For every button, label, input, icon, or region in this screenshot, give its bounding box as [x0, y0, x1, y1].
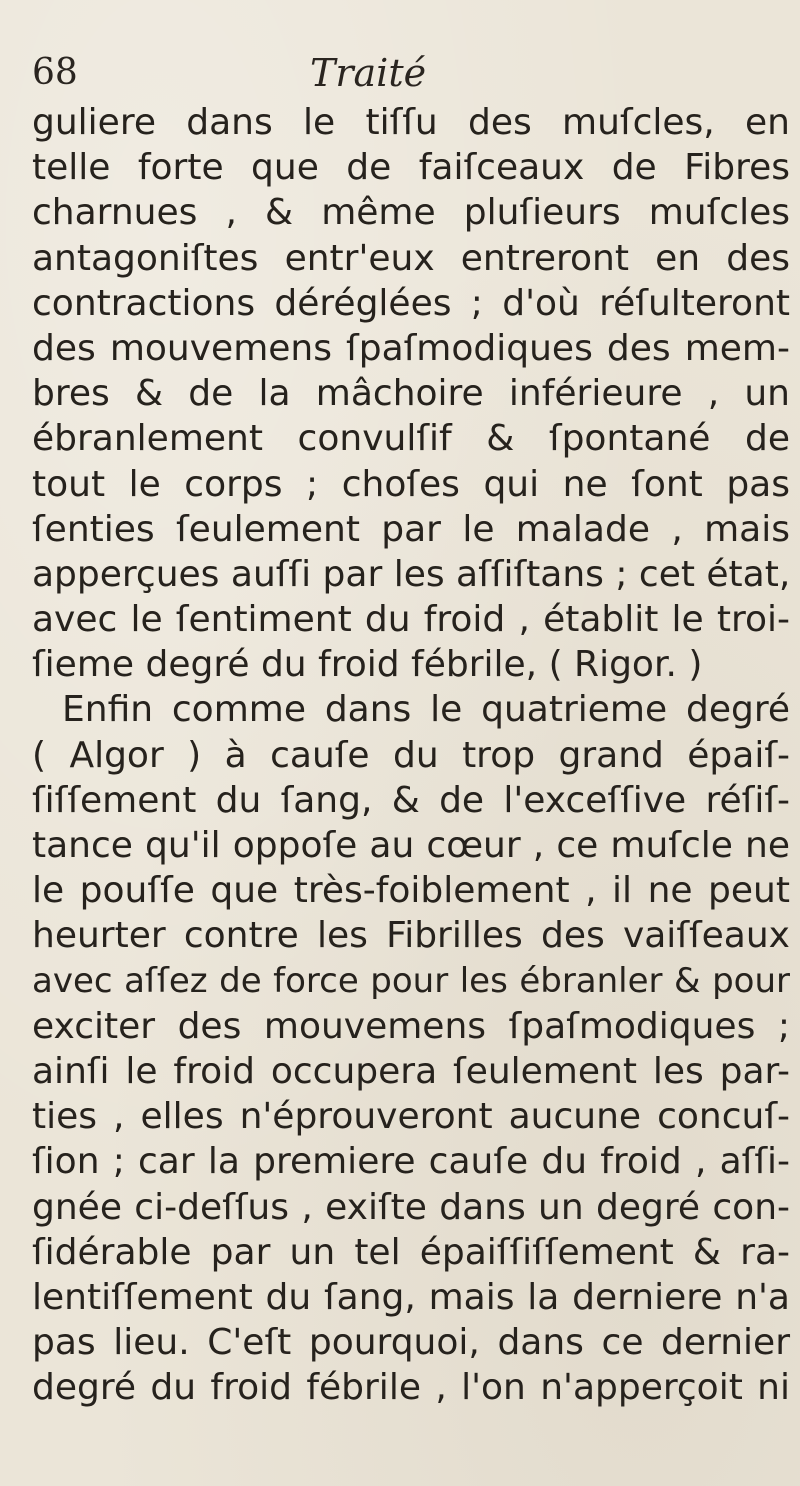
text-line: bres & de la mâchoire inférieure , un [32, 373, 790, 415]
text-line: charnues , & même pluſieurs muſcles [32, 192, 790, 234]
text-line: telle forte que de faiſceaux de Fibres [32, 147, 790, 189]
text-line: antagoniſtes entr'eux entreront en des [32, 237, 790, 279]
text-line: tance qu'il oppoſe au cœur , ce muſcle ne [32, 825, 790, 866]
text-line: exciter des mouvemens ſpaſmodiques ; [32, 1005, 790, 1047]
page-header [32, 48, 772, 98]
text-line: ainſi le froid occupera ſeulement les par- [32, 1050, 790, 1092]
text-line: lentiſſement du ſang, mais la derniere n'a [32, 1276, 790, 1318]
text-line: ſiſſement du ſang, & de l'exceſſive réſiſ- [32, 779, 790, 821]
text-line: pas lieu. C'eſt pourquoi, dans ce dernier [32, 1322, 790, 1364]
text-line: ties , elles n'éprouveront aucune concuſ- [32, 1096, 790, 1138]
text-line: ( Algor ) à cauſe du trop grand épaiſ- [32, 734, 790, 776]
text-line: tout le corps ; choſes qui ne ſont pas [32, 463, 790, 505]
text-line: ébranlement convulſif & ſpontané de [32, 418, 790, 460]
text-line: ſidérable par un tel épaiſſiſſement & ra- [32, 1231, 790, 1273]
text-line: avec le ſentiment du froid , établit le troi- [32, 599, 790, 641]
paragraph-start-line: Enfin comme dans le quatrieme degré [62, 689, 790, 731]
text-line: avec aſſez de force pour les ébranler & pour [32, 960, 790, 1001]
text-line: gnée ci-deſſus , exiſte dans un degré con- [32, 1186, 790, 1228]
text-line: ſenties ſeulement par le malade , mais [32, 508, 790, 550]
text-line: apperçues auſſi par les aſſiſtans ; cet état, [32, 553, 791, 595]
text-line: guliere dans le tiſſu des muſcles, en [32, 102, 790, 143]
body-text [32, 100, 790, 1410]
text-line: ſieme degré du froid fébrile, ( Rigor. ) [32, 644, 703, 686]
text-line: degré du froid fébrile , l'on n'apperçoit ni [32, 1367, 790, 1409]
text-line: des mouvemens ſpaſmodiques des mem- [32, 327, 790, 369]
running-head: Traité [310, 51, 427, 95]
text-line: heurter contre les Fibrilles des vaiſſeaux [32, 915, 790, 957]
text-line: ſion ; car la premiere cauſe du froid , aſſi- [32, 1141, 790, 1183]
text-line: le pouſſe que très-foiblement , il ne peut [32, 870, 790, 912]
text-line: contractions déréglées ; d'où réſulteront [32, 282, 790, 324]
page-number: 68 [32, 52, 78, 93]
